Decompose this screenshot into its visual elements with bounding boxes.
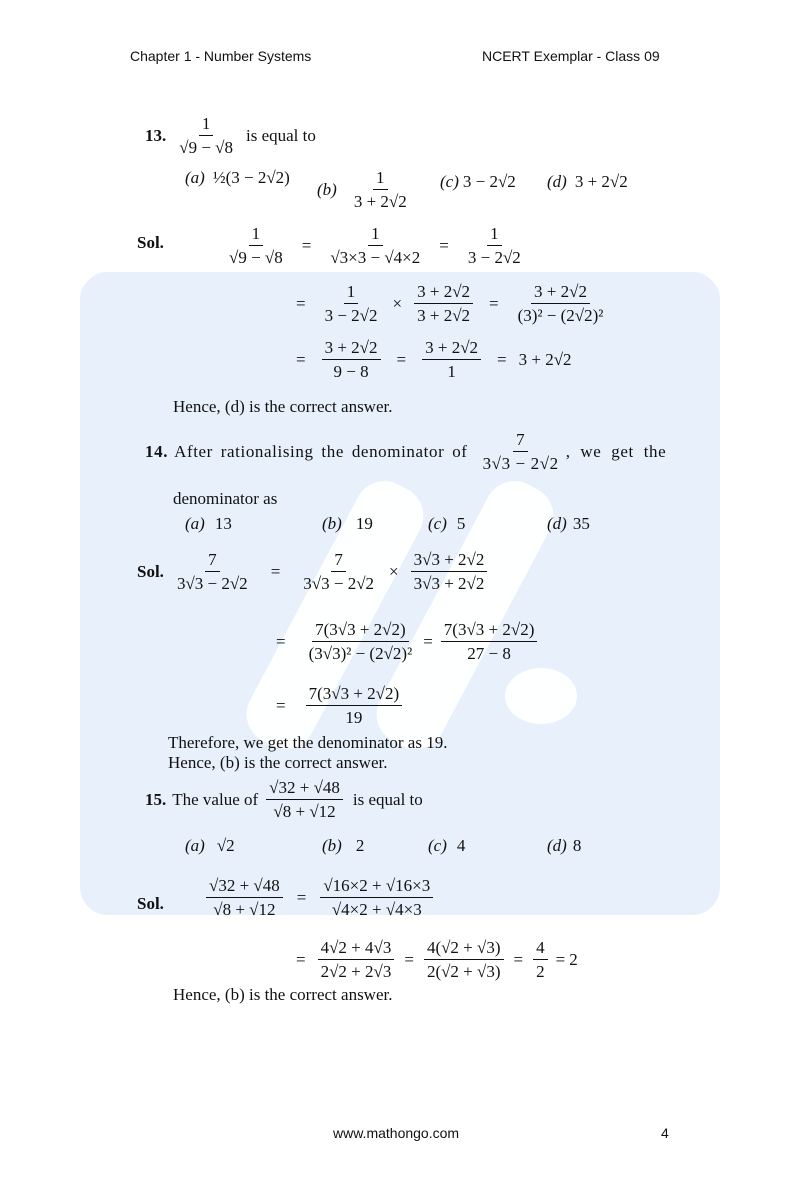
q13-stem bbox=[145, 114, 316, 157]
q14-conclusion-2: Hence, (b) is the correct answer. bbox=[168, 753, 388, 772]
q13-sol-label: Sol. bbox=[137, 233, 164, 252]
q15-options bbox=[185, 836, 665, 860]
q14-step-3: = $\frac{7(3√3 + 2√2)}{19}$ bbox=[276, 684, 406, 727]
q14-step-2: = $\frac{7(3√3 + 2√2)}{\text{(3√3)² − (2√2)²}}$ = $\frac{7(3√3 + 2√2)}{27 - 8}$ bbox=[276, 620, 541, 663]
q13-step-1: $\frac{1}{√9 - √8}$ = $\frac{1}{√3\times 3 - √4\times 2}$ = $\frac{1}{3 - 2√2}$ bbox=[229, 224, 521, 267]
q13-option-d: (d) 3 + 2√2 bbox=[547, 172, 628, 191]
q15-step-2: = $\frac{4√2 + 4√3}{2√2 + 2√3}$ = $\frac{4(√2 + √3)}{2(√2 + √3)}$ = $\frac{4}{2}$ = 2 bbox=[296, 938, 578, 981]
q14-options bbox=[185, 514, 665, 538]
q15-sol-label: Sol. bbox=[137, 894, 164, 913]
q14-stem-line2: denominator as bbox=[173, 489, 278, 508]
q14-conclusion-1: Therefore, we get the denominator as 19. bbox=[168, 733, 448, 752]
q15-stem-fraction: $\frac{√32 + √48}{√8 + √12}$ bbox=[266, 778, 343, 821]
q15-option-d: (d) 8 bbox=[547, 836, 582, 855]
q14-stem-fraction: $\frac{7}{3√3 - 2√2}$ bbox=[482, 430, 559, 473]
q13-option-a: (a) ½(3 − 2√2) bbox=[185, 168, 290, 187]
q14-option-d: (d) 35 bbox=[547, 514, 590, 533]
q13-stem-tail: is equal to bbox=[246, 125, 316, 145]
q15-step-1: $\frac{√32 + √48}{√8 + √12}$ = $\frac{√16\times 2 + √16\times 3}{√4\times 2 + √4\times 3}$ bbox=[202, 876, 437, 919]
q14-step-1: Sol. $\frac{7}{3√3 - 2√2}$ = $\frac{7}{3√3 - 2√2}$ × $\frac{3√3 + 2√2}{3√3 + 2√2}$ bbox=[137, 550, 491, 593]
header-book-title: NCERT Exemplar - Class 09 bbox=[482, 48, 660, 64]
q14-number: 14. bbox=[145, 441, 169, 461]
q15-option-a: (a) √2 bbox=[185, 836, 235, 855]
q13-step-3: = $\frac{3 + 2√2}{9 - 8}$ = $\frac{3 + 2√2}{1}$ = 3 + 2√2 bbox=[296, 338, 572, 381]
q13-number: 13. bbox=[145, 125, 167, 145]
q14-stem: 14. After rationalising the denominator of $\frac{7}{3√3 - 2√2}$ , we get the bbox=[145, 430, 667, 473]
q13-option-c: (c) 3 − 2√2 bbox=[440, 172, 516, 191]
q15-option-c: (c) 4 bbox=[428, 836, 466, 855]
q13-option-b: (b) $\frac{1}{3 + 2√2}$ bbox=[317, 168, 407, 211]
q14-option-c: (c) 5 bbox=[428, 514, 466, 533]
q15-stem: 15. The value of $\frac{√32 + √48}{√8 + √12}$ is equal to bbox=[145, 778, 423, 821]
q14-option-b: (b) 19 bbox=[322, 514, 373, 533]
q15-option-b: (b) 2 bbox=[322, 836, 365, 855]
watermark-dot bbox=[505, 668, 577, 724]
q13-step-2: = $\frac{1}{3 - 2√2}$ × $\frac{3 + 2√2}{3 + 2√2}$ = $\frac{3 + 2√2}{\text{(3)² − (2√2)²}}$ bbox=[296, 282, 604, 325]
q13-conclusion: Hence, (d) is the correct answer. bbox=[173, 397, 393, 416]
page-number: 4 bbox=[661, 1125, 669, 1141]
q15-conclusion: Hence, (b) is the correct answer. bbox=[173, 985, 393, 1004]
header-chapter-title: Chapter 1 - Number Systems bbox=[130, 48, 312, 64]
q15-number: 15. bbox=[145, 789, 167, 809]
q13-stem-fraction: $\frac{1}{√9 - √8}$ bbox=[179, 114, 233, 157]
q13-options bbox=[185, 168, 665, 218]
q14-option-a: (a) 13 bbox=[185, 514, 232, 533]
footer-website-link[interactable]: www.mathongo.com bbox=[333, 1125, 460, 1141]
q14-sol-label: Sol. bbox=[137, 561, 164, 581]
